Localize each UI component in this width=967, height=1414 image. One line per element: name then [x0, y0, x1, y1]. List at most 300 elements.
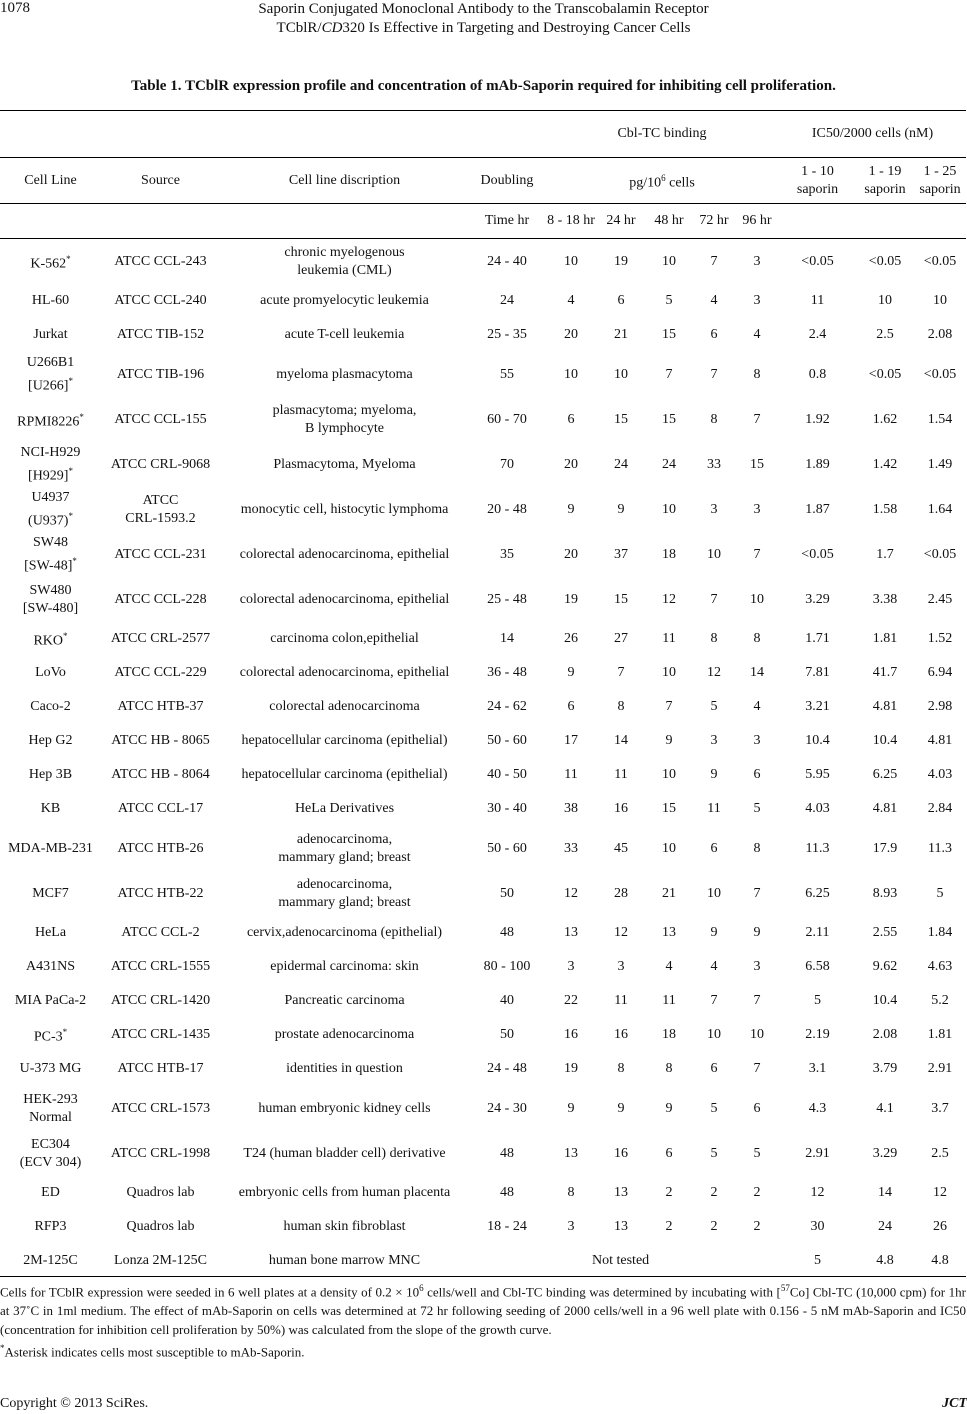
cell-binding-value: 5: [710, 699, 718, 714]
cell-description: T24 (human bladder cell) derivative: [243, 1145, 446, 1161]
table-row: [0, 950, 966, 984]
page-number: 1078: [0, 0, 30, 16]
cell-line: 2M-125C: [23, 1253, 78, 1268]
table-row: [0, 397, 966, 442]
cell-source: ATCC CCL-243: [114, 253, 207, 269]
cell-binding-value: 24: [662, 456, 676, 472]
table-row: [0, 1210, 966, 1244]
cell-line: HeLa: [34, 925, 67, 940]
header-time-4: 72 hr: [693, 204, 735, 239]
cell-binding-value: 33: [707, 456, 721, 472]
cell-ic50-value: 7.81: [805, 665, 830, 680]
cell-ic50-value: 4.03: [927, 767, 953, 782]
header-ic-a: 1 - 10 saporin: [779, 158, 856, 204]
cell-source: ATCC HTB-17: [117, 1061, 204, 1076]
cell-binding-value: 7: [753, 885, 761, 901]
header-cell-line: Cell Line: [0, 158, 101, 204]
cell-doubling: 50 - 60: [487, 840, 527, 856]
cell-binding-value: 6: [710, 1061, 718, 1076]
cell-binding-value: 11: [707, 801, 721, 816]
note-asterisk: *Asterisk indicates cells most susceptible to mAb-Saporin.: [0, 1343, 305, 1360]
cell-ic50-value: 11.3: [805, 840, 830, 856]
cell-binding-value: 5: [753, 801, 761, 816]
cell-ic50-value: 1.49: [927, 456, 953, 472]
cell-binding-value: 11: [614, 767, 628, 782]
cell-doubling: 50: [500, 1027, 514, 1042]
cell-line: SW480 [SW-480]: [22, 582, 79, 616]
cell-line: Hep G2: [28, 733, 73, 748]
cell-source: ATCC CRL-1573: [110, 1100, 211, 1116]
cell-line: LoVo: [35, 665, 66, 680]
cell-doubling: 25 - 48: [487, 591, 527, 607]
header-description: Cell line discription: [220, 158, 469, 204]
cell-binding-value: 6: [617, 293, 625, 308]
cell-binding-value: 8: [665, 1061, 673, 1076]
cell-line: EC304 (ECV 304): [19, 1136, 82, 1170]
cell-doubling: 30 - 40: [487, 801, 527, 816]
cell-binding-value: 16: [564, 1027, 578, 1042]
cell-binding-value: 11: [662, 993, 676, 1008]
cell-description: human skin fibroblast: [283, 1219, 406, 1234]
cell-binding-value: 3: [753, 733, 761, 748]
cell-binding-value: 8: [617, 699, 625, 714]
cell-binding-value: 8: [753, 631, 761, 646]
cell-line: PC-3*: [33, 1027, 68, 1045]
cell-binding-value: 9: [710, 767, 718, 782]
cell-binding-value: 14: [750, 665, 764, 680]
cell-binding-value: 9: [617, 1100, 625, 1116]
cell-binding-value: 13: [614, 1219, 628, 1234]
cell-line: MIA PaCa-2: [14, 993, 87, 1008]
cell-binding-value: 11: [564, 767, 578, 782]
table-row: [0, 758, 966, 792]
cell-binding-value: 8: [710, 631, 718, 646]
cell-binding-value: 4: [710, 293, 718, 308]
cell-ic50-value: 4.8: [876, 1253, 894, 1268]
cell-binding-value: 9: [567, 501, 575, 517]
cell-binding-value: 10: [750, 1027, 764, 1042]
cell-ic50-value: 6.25: [872, 767, 898, 782]
cell-description: carcinoma colon,epithelial: [270, 631, 419, 646]
cell-description: human bone marrow MNC: [268, 1253, 421, 1268]
cell-doubling: 70: [500, 456, 514, 472]
cell-binding-value: 9: [617, 501, 625, 517]
cell-binding-value: 3: [567, 959, 575, 974]
cell-ic50-value: <0.05: [801, 546, 834, 562]
cell-ic50-value: 5: [814, 1253, 821, 1268]
cell-binding-value: 6: [567, 699, 575, 714]
cell-binding-value: 6: [753, 1100, 761, 1116]
cell-source: Lonza 2M-125C: [114, 1253, 207, 1268]
cell-ic50-value: 2.5: [931, 1145, 949, 1161]
cell-ic50-value: <0.05: [868, 366, 902, 382]
cell-description: myeloma plasmacytoma: [276, 366, 413, 382]
cell-ic50-value: 10: [933, 293, 947, 308]
cell-line: K-562*: [30, 253, 71, 272]
cell-binding-value: 10: [707, 1027, 721, 1042]
cell-description: cervix,adenocarcinoma (epithelial): [246, 925, 443, 940]
cell-binding-value: 10: [662, 665, 676, 680]
cell-binding-value: 6: [753, 767, 761, 782]
cell-ic50-value: 6.58: [805, 959, 830, 974]
cell-doubling: 60 - 70: [487, 411, 527, 427]
cell-ic50-value: 2.91: [805, 1145, 830, 1161]
cell-line: Hep 3B: [28, 767, 73, 782]
cell-ic50-value: 4.8: [931, 1253, 949, 1268]
header-time-2: 24 hr: [597, 204, 645, 239]
cell-ic50-value: 11.3: [928, 840, 952, 856]
cell-ic50-value: 1.54: [927, 411, 953, 427]
cell-doubling: 24 - 30: [487, 1100, 527, 1116]
cell-ic50-value: 10.4: [872, 993, 898, 1008]
cell-source: ATCC HB - 8065: [111, 733, 210, 748]
cell-description: monocytic cell, histocytic lymphoma: [240, 501, 449, 517]
cell-ic50-value: 26: [933, 1219, 947, 1234]
cell-ic50-value: 41.7: [872, 665, 898, 680]
cell-line: HEK-293 Normal: [23, 1091, 78, 1125]
cell-source: ATCC CCL-2: [121, 925, 200, 940]
cell-binding-value: 21: [614, 327, 628, 342]
cell-binding-value: 9: [665, 1100, 673, 1116]
cell-line: RKO*: [33, 631, 68, 649]
copyright: Copyright © 2013 SciRes.: [0, 1396, 149, 1411]
cell-doubling: 20 - 48: [487, 501, 527, 517]
cell-line: KB: [40, 801, 61, 816]
table-row: [0, 352, 966, 397]
cell-source: ATCC TIB-196: [116, 366, 205, 382]
cell-binding-value: 16: [614, 1027, 628, 1042]
cell-line: U4937 (U937)*: [28, 489, 73, 529]
cell-ic50-value: 4.81: [872, 699, 898, 714]
cell-ic50-value: 1.87: [805, 501, 830, 517]
cell-line: SW48 [SW-48]*: [24, 534, 77, 574]
cell-ic50-value: 9.62: [872, 959, 898, 974]
cell-binding-value: 2: [710, 1219, 718, 1234]
cell-source: ATCC CCL-17: [117, 801, 204, 816]
cell-ic50-value: 4.81: [927, 733, 953, 748]
table-row: [0, 724, 966, 758]
cell-ic50-value: 2.84: [927, 801, 953, 816]
cell-ic50-value: 3.1: [808, 1061, 827, 1076]
running-header: [0, 0, 967, 38]
cell-ic50-value: 3.79: [872, 1061, 898, 1076]
cell-binding-value: 2: [753, 1185, 761, 1200]
cell-ic50-value: 1.92: [805, 411, 830, 427]
header-cbl-binding: Cbl-TC binding: [545, 111, 779, 158]
table-row: [0, 916, 966, 950]
cell-binding-value: 6: [710, 327, 718, 342]
cell-binding-value: 4: [753, 699, 761, 714]
cell-description: hepatocellular carcinoma (epithelial): [241, 733, 448, 748]
table-row: [0, 1086, 966, 1131]
cell-description: colorectal adenocarcinoma: [269, 699, 420, 714]
cell-binding-value: 15: [614, 411, 628, 427]
cell-binding-value: 7: [617, 665, 625, 680]
cell-binding-value: 10: [662, 501, 676, 517]
cell-binding-value: 2: [665, 1185, 673, 1200]
cell-binding-value: 12: [707, 665, 721, 680]
cell-line: MDA-MB-231: [8, 840, 93, 856]
cell-ic50-value: <0.05: [868, 253, 902, 269]
cell-binding-value: 10: [564, 253, 578, 269]
cell-binding-value: 19: [564, 591, 578, 607]
cell-ic50-value: 4.03: [805, 801, 830, 816]
cell-ic50-value: 30: [810, 1219, 825, 1234]
cell-doubling: 25 - 35: [487, 327, 527, 342]
header-time-label: Time hr: [469, 204, 545, 239]
cell-ic50-value: 2.98: [927, 699, 953, 714]
cell-binding-value: 15: [662, 411, 676, 427]
cell-ic50-value: 1.64: [927, 501, 953, 517]
cell-binding-value: 16: [614, 1145, 628, 1161]
cell-line: U266B1 [U266]*: [26, 354, 75, 394]
cell-binding-value: 18: [662, 546, 676, 562]
cell-ic50-value: 4.81: [872, 801, 898, 816]
running-header-line1: Saporin Conjugated Monoclonal Antibody to the Transcobalamin Receptor: [258, 1, 709, 17]
cell-binding-value: 2: [665, 1219, 673, 1234]
table-row: [0, 871, 966, 916]
header-ic-b: 1 - 19 saporin: [856, 158, 914, 204]
cell-binding-value: 10: [707, 885, 721, 901]
header-doubling: Doubling: [469, 158, 545, 204]
cell-binding-value: 11: [662, 631, 676, 646]
cell-description: adenocarcinoma, mammary gland; breast: [278, 876, 411, 910]
cell-binding-value: 5: [753, 1145, 761, 1161]
cell-binding-value: 15: [750, 456, 764, 472]
cell-source: ATCC TIB-152: [116, 327, 205, 342]
cell-source: ATCC CCL-231: [114, 546, 207, 562]
cell-ic50-value: 17.9: [872, 840, 898, 856]
cell-binding-value: 10: [564, 366, 578, 382]
cell-binding-value: 22: [564, 993, 578, 1008]
table-row: [0, 690, 966, 724]
header-row-times: [0, 204, 966, 239]
cell-binding-value: 19: [564, 1061, 578, 1076]
cell-binding-value: 37: [614, 546, 628, 562]
table-row: [0, 984, 966, 1018]
cell-description: hepatocellular carcinoma (epithelial): [241, 767, 448, 782]
cell-binding-value: 13: [564, 925, 578, 940]
table-row: [0, 318, 966, 352]
cell-ic50-value: 12: [810, 1185, 825, 1200]
cell-binding-value: 15: [662, 801, 676, 816]
table-row: [0, 1131, 966, 1176]
cell-source: ATCC HTB-22: [117, 885, 204, 901]
cell-binding-value: 10: [707, 546, 721, 562]
cell-doubling: 50 - 60: [487, 733, 527, 748]
cell-source: ATCC HB - 8064: [111, 767, 210, 782]
cell-ic50-value: 1.84: [927, 925, 953, 940]
cell-description: adenocarcinoma, mammary gland; breast: [278, 831, 411, 865]
cell-ic50-value: 1.62: [872, 411, 898, 427]
cell-binding-value: 20: [564, 546, 578, 562]
cell-ic50-value: 2.19: [805, 1027, 830, 1042]
cell-binding-value: 5: [710, 1100, 718, 1116]
cell-ic50-value: 1.71: [805, 631, 830, 646]
cell-ic50-value: 1.52: [927, 631, 953, 646]
cell-binding-value: 6: [567, 411, 575, 427]
cell-binding-value: 2: [710, 1185, 718, 1200]
cell-binding-value: 9: [567, 1100, 575, 1116]
cell-doubling: 24 - 48: [487, 1061, 527, 1076]
cell-source: ATCC CCL-229: [114, 665, 207, 680]
cell-binding-value: 17: [564, 733, 578, 748]
cell-binding-value: 12: [614, 925, 628, 940]
cell-binding-value: 8: [567, 1185, 575, 1200]
cell-binding-value: 7: [665, 366, 673, 382]
cell-doubling: 40: [500, 993, 514, 1008]
cell-binding-value: 11: [614, 993, 628, 1008]
cell-description: colorectal adenocarcinoma, epithelial: [239, 546, 450, 562]
cell-doubling: 24 - 40: [487, 253, 527, 269]
table-row: [0, 1176, 966, 1210]
cell-source: ATCC CCL-240: [114, 293, 207, 308]
cell-ic50-value: 12: [933, 1185, 947, 1200]
cell-source: ATCC CRL-1435: [110, 1027, 211, 1042]
cell-binding-value: 3: [753, 253, 761, 269]
cell-binding-value: 13: [662, 925, 676, 940]
cell-line: RPMI8226*: [17, 411, 84, 430]
cell-binding-value: 3: [753, 293, 761, 308]
cell-binding-value: 5: [710, 1145, 718, 1161]
cell-binding-value: 2: [753, 1219, 761, 1234]
cell-doubling: 80 - 100: [483, 959, 531, 974]
cell-ic50-value: 3.38: [872, 591, 898, 607]
table-row: [0, 1052, 966, 1086]
cell-binding-value: 3: [753, 501, 761, 517]
cell-ic50-value: 1.81: [872, 631, 898, 646]
cell-binding-value: 4: [753, 327, 761, 342]
cell-doubling: 48: [500, 1185, 514, 1200]
cell-binding-value: 28: [614, 885, 628, 901]
cell-line: HL-60: [31, 293, 70, 308]
cell-ic50-value: 5.95: [805, 767, 830, 782]
cell-binding-value: 13: [564, 1145, 578, 1161]
cell-source: ATCC HTB-26: [117, 840, 204, 856]
cell-binding-value: 10: [662, 840, 676, 856]
cell-ic50-value: 24: [878, 1219, 892, 1234]
cell-doubling: 48: [500, 925, 514, 940]
cell-binding-value: 12: [564, 885, 578, 901]
cell-ic50-value: 1.89: [805, 456, 830, 472]
cell-ic50-value: 5: [814, 993, 821, 1008]
journal-abbrev: JCT: [942, 1396, 967, 1411]
cell-ic50-value: 8.93: [872, 885, 898, 901]
cell-source: ATCC CRL-1998: [110, 1145, 211, 1161]
cell-binding-value: 15: [662, 327, 676, 342]
cell-doubling: 24: [500, 293, 514, 308]
cell-ic50-value: 1.42: [872, 456, 898, 472]
table-row: [0, 656, 966, 690]
cell-ic50-value: 2.4: [808, 327, 827, 342]
cell-ic50-value: 2.45: [927, 591, 953, 607]
cell-binding-value: 10: [614, 366, 628, 382]
cell-binding-value: 7: [665, 699, 673, 714]
cell-line: A431NS: [25, 959, 75, 974]
table-row: [0, 487, 966, 532]
cell-ic50-value: 0.8: [808, 366, 827, 382]
cell-binding-value: 4: [710, 959, 718, 974]
cell-ic50-value: 3.29: [872, 1145, 898, 1161]
table-row: [0, 622, 966, 656]
cell-source: ATCC CRL-1420: [110, 993, 211, 1008]
cell-source: ATCC CRL-9068: [110, 456, 211, 472]
header-ic50: IC50/2000 cells (nM): [779, 111, 966, 158]
cell-binding-value: 8: [710, 411, 718, 427]
cell-doubling: 35: [500, 546, 514, 562]
cell-doubling: 18 - 24: [487, 1219, 527, 1234]
cell-binding-value: 19: [614, 253, 628, 269]
cell-ic50-value: 10.4: [805, 733, 830, 748]
cell-binding-value: 3: [710, 501, 718, 517]
cell-binding-value: 9: [753, 925, 761, 940]
cell-binding-value: 7: [753, 1061, 761, 1076]
cell-ic50-value: 6.94: [927, 665, 953, 680]
cell-description: plasmacytoma; myeloma, B lymphocyte: [272, 402, 417, 436]
cell-description: colorectal adenocarcinoma, epithelial: [239, 591, 450, 607]
cell-binding-value: 10: [662, 767, 676, 782]
cell-line: U-373 MG: [19, 1061, 82, 1076]
cell-ic50-value: <0.05: [923, 366, 957, 382]
cell-binding-value: 27: [614, 631, 628, 646]
cell-source: Quadros lab: [126, 1185, 195, 1200]
cell-doubling: 40 - 50: [487, 767, 527, 782]
cell-description: acute T-cell leukemia: [284, 327, 405, 342]
table-row: [0, 577, 966, 622]
cell-doubling: 48: [500, 1145, 514, 1161]
data-table: [0, 110, 966, 1278]
cell-ic50-value: 2.55: [872, 925, 898, 940]
cell-description: Plasmacytoma, Myeloma: [273, 456, 416, 472]
cell-ic50-value: 11: [810, 293, 825, 308]
cell-ic50-value: 3.21: [805, 699, 830, 714]
cell-ic50-value: 2.91: [927, 1061, 953, 1076]
cell-ic50-value: 2.11: [805, 925, 830, 940]
cell-doubling: 55: [500, 366, 514, 382]
cell-line: Caco-2: [30, 699, 71, 714]
table-row: [0, 1244, 966, 1278]
cell-binding-value: 15: [614, 591, 628, 607]
table-body: [0, 239, 966, 1279]
cell-binding-value: 6: [710, 840, 718, 856]
cell-binding-value: 6: [665, 1145, 673, 1161]
cell-source: ATCC CRL-2577: [110, 631, 211, 646]
cell-binding-value: 26: [564, 631, 578, 646]
cell-binding-value: 16: [614, 801, 628, 816]
cell-description: epidermal carcinoma: skin: [270, 959, 419, 974]
cell-description: acute promyelocytic leukemia: [260, 293, 429, 308]
table-notes: [0, 1276, 966, 1362]
table-row: [0, 1018, 966, 1052]
cell-ic50-value: 1.7: [876, 546, 894, 562]
cell-binding-value: 8: [753, 840, 761, 856]
cell-line: RFP3: [34, 1219, 67, 1234]
cell-ic50-value: 2.08: [927, 327, 953, 342]
cell-description: chronic myelogenous leukemia (CML): [284, 244, 405, 278]
cell-source: Quadros lab: [126, 1219, 195, 1234]
cell-source: ATCC CRL-1555: [110, 959, 211, 974]
cell-binding-value: 7: [710, 993, 718, 1008]
cell-ic50-value: 10.4: [872, 733, 898, 748]
cell-binding-value: 7: [710, 253, 718, 269]
cell-line: NCI-H929 [H929]*: [20, 444, 81, 484]
header-units: $pg/10^6$ cells: [545, 158, 779, 204]
table-caption: Table 1. TCblR expression profile and concentration of mAb-Saporin required for inhibiting cell proliferation.: [131, 78, 836, 94]
table-row: [0, 284, 966, 318]
cell-binding-value: 9: [710, 925, 718, 940]
cell-doubling: 50: [500, 885, 514, 901]
cell-source: ATCC CCL-228: [114, 591, 207, 607]
